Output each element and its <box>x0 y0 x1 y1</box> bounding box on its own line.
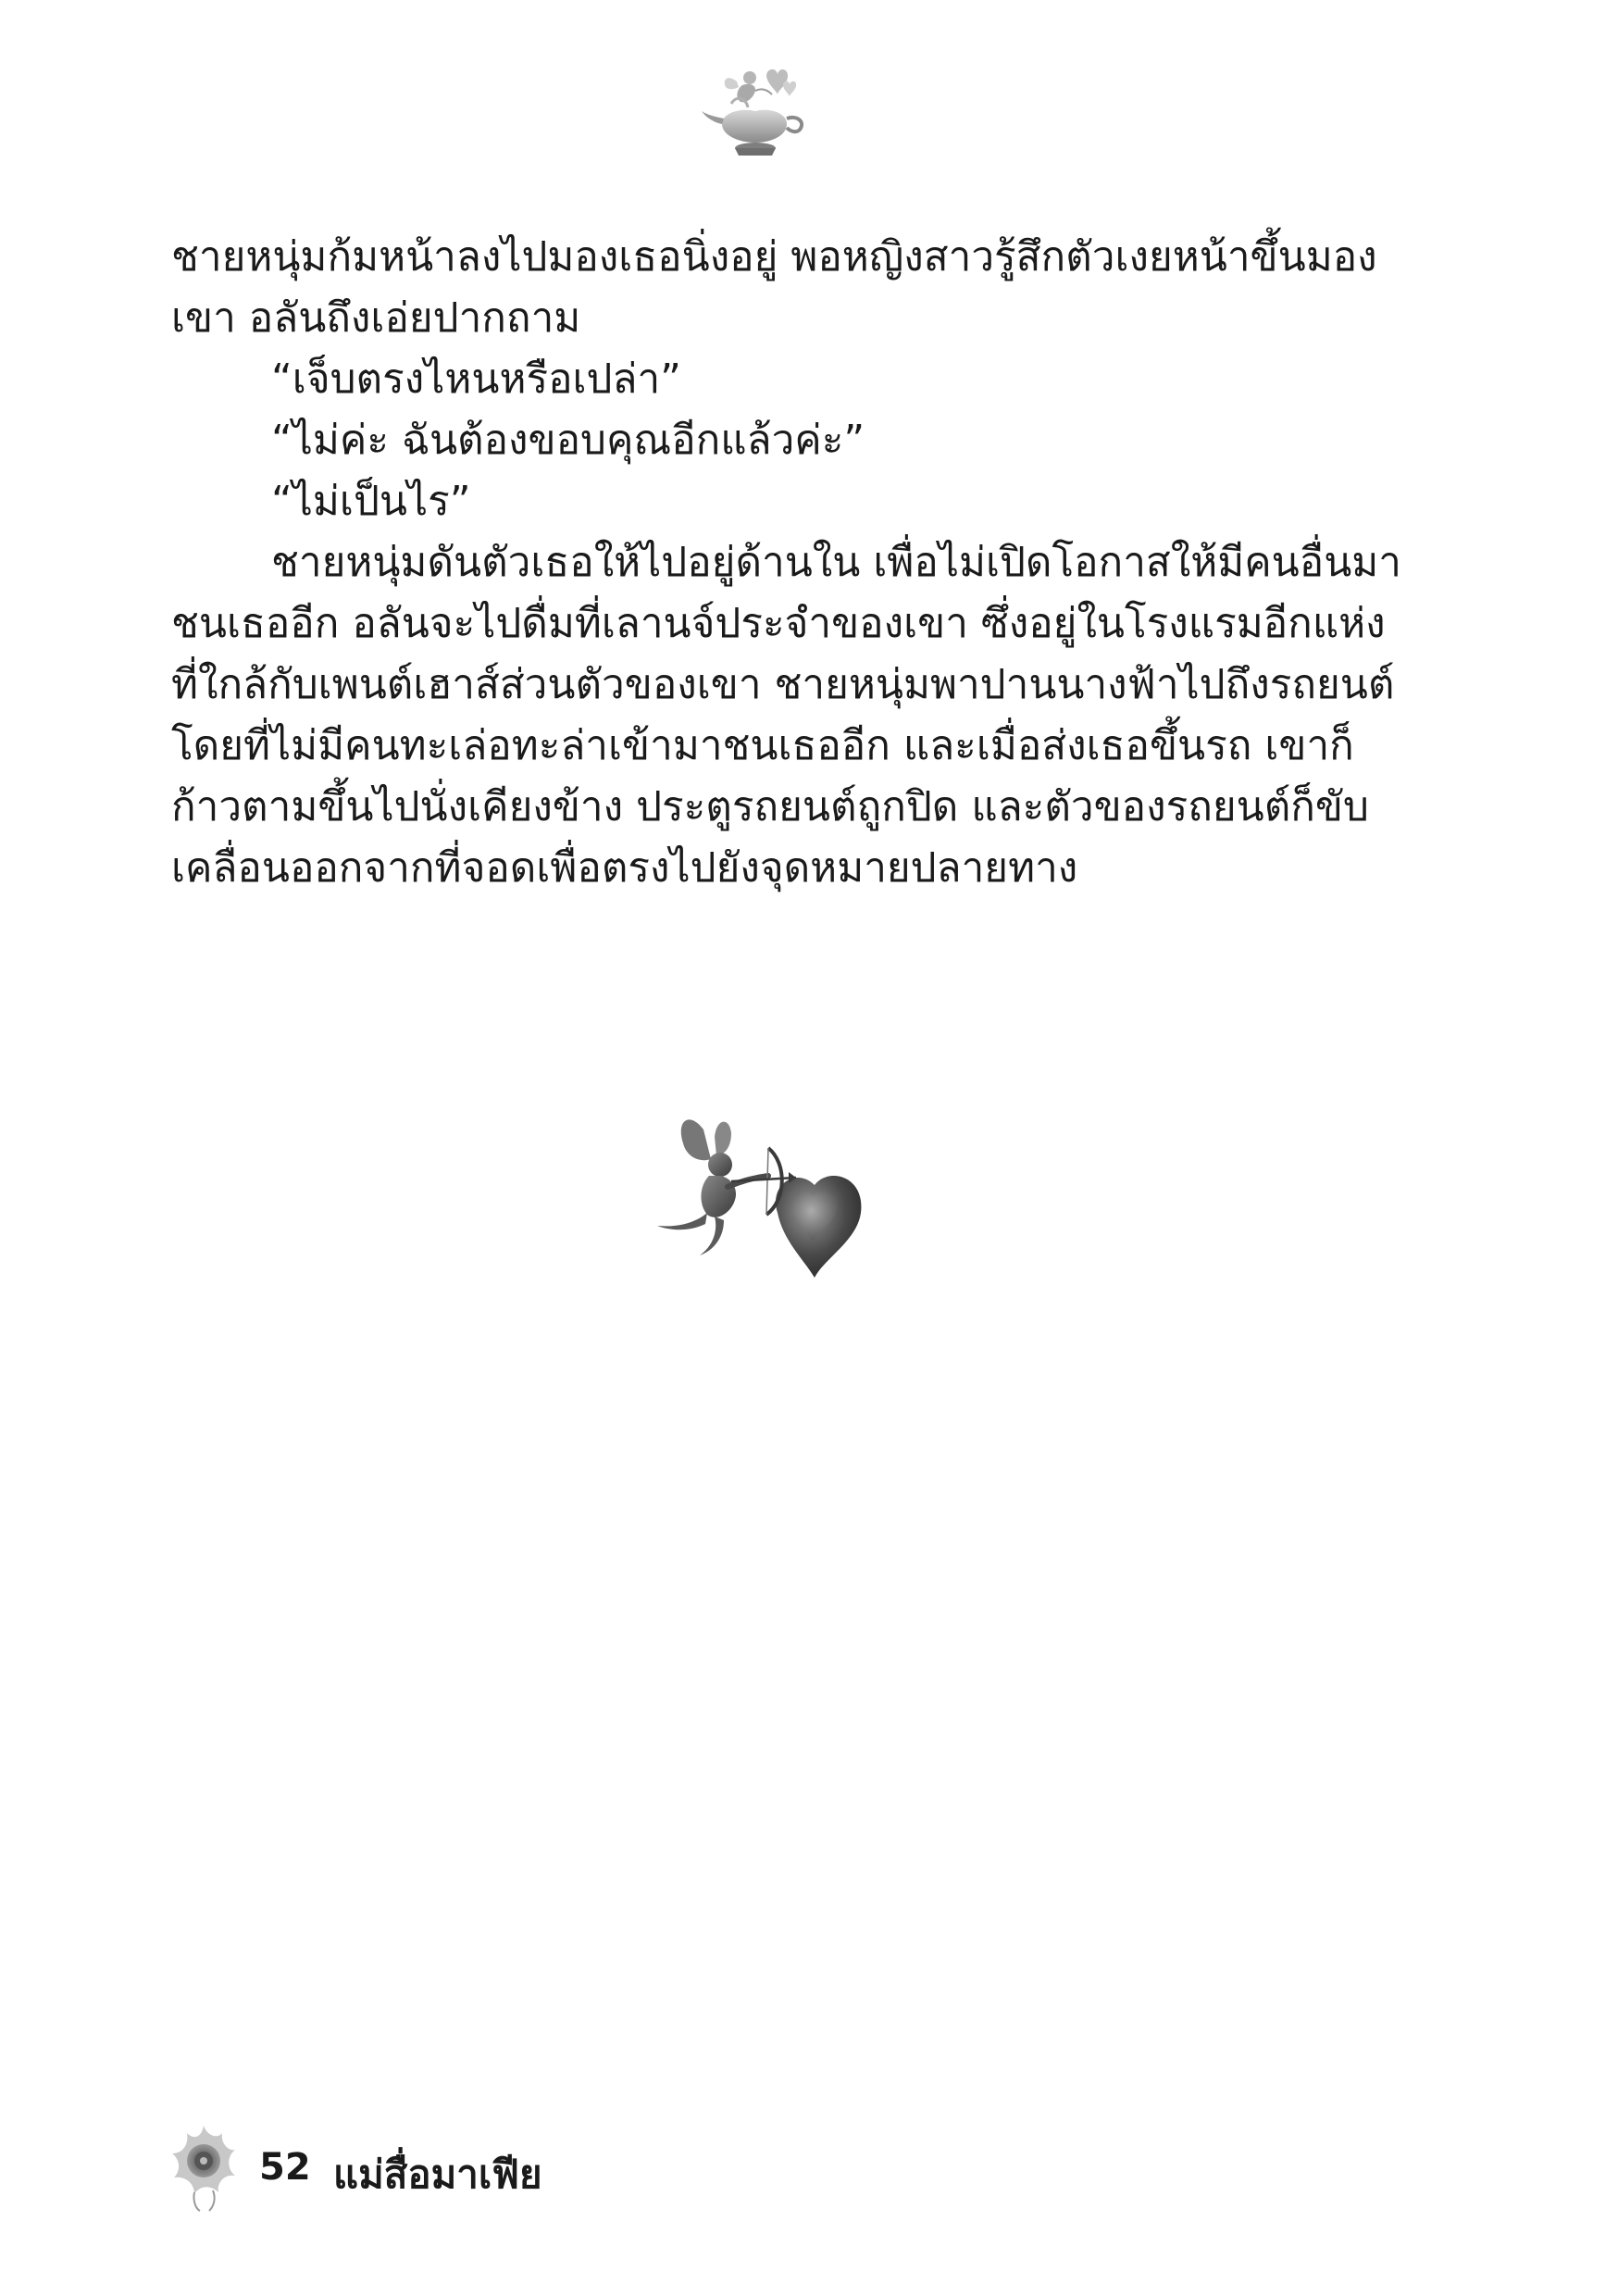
paragraph: ชายหนุ่มก้มหน้าลงไปมองเธอนิ่งอยู่ พอหญิงสาวรู้สึกตัวเงยหน้าขึ้นมองเขา อลันถึงเอ่ยปากถาม <box>171 233 1377 342</box>
paragraph: “เจ็บตรงไหนหรือเปล่า” <box>271 356 681 403</box>
body-text <box>171 227 1402 899</box>
paragraph: “ไม่ค่ะ ฉันต้องขอบคุณอีกแล้วค่ะ” <box>271 417 865 464</box>
page-footer <box>167 2120 722 2213</box>
flower-ornament-icon <box>167 2120 241 2213</box>
cupid-with-heart-icon <box>639 1111 879 1296</box>
paragraph: ชายหนุ่มดันตัวเธอให้ไปอยู่ด้านใน เพื่อไม่เปิดโอกาสให้มีคนอื่นมาชนเธออีก อลันจะไปดื่มที่เลานจ์ประจำของเขา ซึ่งอยู่ในโรงแรมอีกแห่งที่ใกล้กับเพนต์เฮาส์ส่วนตัวของเขา ชายหนุ่มพาปานนางฟ้าไปถึงรถยนต์โดยที่ไม่มีคนทะเล่อทะล่าเข้ามาชนเธออีก และเมื่อส่งเธอขึ้นรถ เขาก็ก้าวตามขึ้นไปนั่งเคียงข้าง ประตูรถยนต์ถูกปิด และตัวของรถยนต์ก็ขับเคลื่อนออกจากที่จอดเพื่อตรงไปยังจุดหมายปลายทาง <box>171 539 1401 892</box>
book-title: แม่สื่อมาเฟีย <box>333 2152 542 2197</box>
page-number: 52 <box>259 2146 311 2189</box>
paragraph: “ไม่เป็นไร” <box>271 478 471 525</box>
cupid-lamp-ornament-icon <box>694 57 815 168</box>
